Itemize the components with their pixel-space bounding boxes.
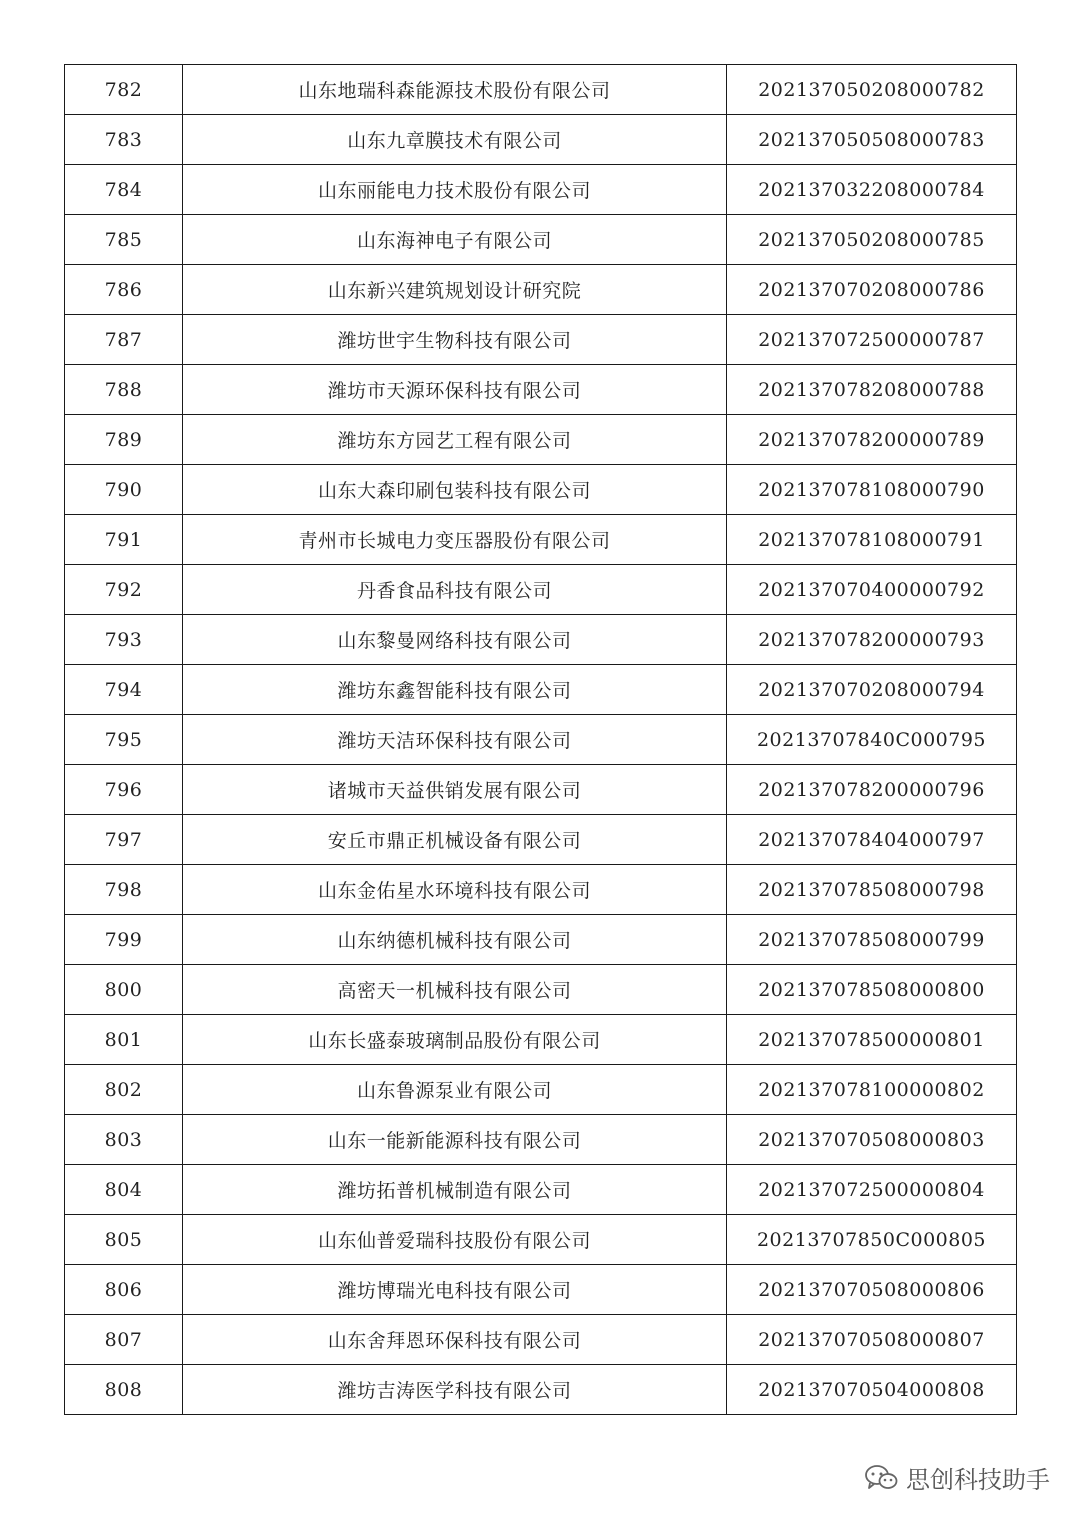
registration-code-cell: 202137078500000801 (727, 1015, 1017, 1065)
table-row (65, 365, 1017, 415)
company-list-table (64, 64, 1017, 1415)
company-name-cell: 安丘市鼎正机械设备有限公司 (183, 815, 727, 865)
registration-code-cell: 202137070208000794 (727, 665, 1017, 715)
company-name-cell: 诸城市天益供销发展有限公司 (183, 765, 727, 815)
company-name-cell: 潍坊拓普机械制造有限公司 (183, 1165, 727, 1215)
table-row (65, 115, 1017, 165)
registration-code-cell: 202137070400000792 (727, 565, 1017, 615)
row-number-cell: 798 (65, 865, 183, 915)
row-number-cell: 796 (65, 765, 183, 815)
table-row (65, 465, 1017, 515)
watermark (864, 1460, 1050, 1495)
company-name-cell: 丹香食品科技有限公司 (183, 565, 727, 615)
row-number-cell: 803 (65, 1115, 183, 1165)
row-number-cell: 789 (65, 415, 183, 465)
company-name-cell: 潍坊东鑫智能科技有限公司 (183, 665, 727, 715)
registration-code-cell: 202137078508000799 (727, 915, 1017, 965)
company-name-cell: 潍坊吉涛医学科技有限公司 (183, 1365, 727, 1415)
row-number-cell: 786 (65, 265, 183, 315)
company-name-cell: 山东海神电子有限公司 (183, 215, 727, 265)
row-number-cell: 800 (65, 965, 183, 1015)
company-name-cell: 山东大森印刷包装科技有限公司 (183, 465, 727, 515)
registration-code-cell: 20213707840C000795 (727, 715, 1017, 765)
row-number-cell: 806 (65, 1265, 183, 1315)
company-name-cell: 潍坊世宇生物科技有限公司 (183, 315, 727, 365)
row-number-cell: 799 (65, 915, 183, 965)
row-number-cell: 785 (65, 215, 183, 265)
table-row (65, 1365, 1017, 1415)
registration-code-cell: 202137078208000788 (727, 365, 1017, 415)
watermark-text: 思创科技助手 (906, 1466, 1050, 1494)
table-row (65, 165, 1017, 215)
table-row (65, 1215, 1017, 1265)
company-name-cell: 山东鲁源泵业有限公司 (183, 1065, 727, 1115)
company-name-cell: 潍坊天洁环保科技有限公司 (183, 715, 727, 765)
table-row (65, 865, 1017, 915)
company-name-cell: 潍坊东方园艺工程有限公司 (183, 415, 727, 465)
company-name-cell: 山东九章膜技术有限公司 (183, 115, 727, 165)
row-number-cell: 793 (65, 615, 183, 665)
registration-code-cell: 202137078108000790 (727, 465, 1017, 515)
company-name-cell: 高密天一机械科技有限公司 (183, 965, 727, 1015)
table-row (65, 615, 1017, 665)
company-name-cell: 潍坊市天源环保科技有限公司 (183, 365, 727, 415)
company-name-cell: 山东丽能电力技术股份有限公司 (183, 165, 727, 215)
company-name-cell: 山东仙普爱瑞科技股份有限公司 (183, 1215, 727, 1265)
company-name-cell: 青州市长城电力变压器股份有限公司 (183, 515, 727, 565)
registration-code-cell: 202137078200000793 (727, 615, 1017, 665)
row-number-cell: 797 (65, 815, 183, 865)
row-number-cell: 804 (65, 1165, 183, 1215)
table-row (65, 1015, 1017, 1065)
registration-code-cell: 20213707850C000805 (727, 1215, 1017, 1265)
table-row (65, 265, 1017, 315)
company-name-cell: 山东长盛泰玻璃制品股份有限公司 (183, 1015, 727, 1065)
company-name-cell: 潍坊博瑞光电科技有限公司 (183, 1265, 727, 1315)
row-number-cell: 790 (65, 465, 183, 515)
registration-code-cell: 202137050208000785 (727, 215, 1017, 265)
company-name-cell: 山东舍拜恩环保科技有限公司 (183, 1315, 727, 1365)
registration-code-cell: 202137078200000796 (727, 765, 1017, 815)
registration-code-cell: 202137070508000803 (727, 1115, 1017, 1165)
table-row (65, 965, 1017, 1015)
table-row (65, 915, 1017, 965)
row-number-cell: 787 (65, 315, 183, 365)
row-number-cell: 802 (65, 1065, 183, 1115)
table-row (65, 565, 1017, 615)
table-row (65, 65, 1017, 115)
company-name-cell: 山东一能新能源科技有限公司 (183, 1115, 727, 1165)
registration-code-cell: 202137050508000783 (727, 115, 1017, 165)
registration-code-cell: 202137078508000800 (727, 965, 1017, 1015)
registration-code-cell: 202137050208000782 (727, 65, 1017, 115)
row-number-cell: 794 (65, 665, 183, 715)
registration-code-cell: 202137078404000797 (727, 815, 1017, 865)
registration-code-cell: 202137070208000786 (727, 265, 1017, 315)
registration-code-cell: 202137072500000787 (727, 315, 1017, 365)
row-number-cell: 791 (65, 515, 183, 565)
company-name-cell: 山东金佑星水环境科技有限公司 (183, 865, 727, 915)
table-row (65, 415, 1017, 465)
row-number-cell: 808 (65, 1365, 183, 1415)
table-row (65, 665, 1017, 715)
company-name-cell: 山东地瑞科森能源技术股份有限公司 (183, 65, 727, 115)
table-row (65, 1315, 1017, 1365)
row-number-cell: 807 (65, 1315, 183, 1365)
row-number-cell: 783 (65, 115, 183, 165)
registration-code-cell: 202137070508000807 (727, 1315, 1017, 1365)
table-row (65, 765, 1017, 815)
company-name-cell: 山东黎曼网络科技有限公司 (183, 615, 727, 665)
row-number-cell: 782 (65, 65, 183, 115)
registration-code-cell: 202137078508000798 (727, 865, 1017, 915)
row-number-cell: 795 (65, 715, 183, 765)
row-number-cell: 784 (65, 165, 183, 215)
company-name-cell: 山东纳德机械科技有限公司 (183, 915, 727, 965)
table-row (65, 315, 1017, 365)
row-number-cell: 792 (65, 565, 183, 615)
row-number-cell: 801 (65, 1015, 183, 1065)
table-row (65, 715, 1017, 765)
company-name-cell: 山东新兴建筑规划设计研究院 (183, 265, 727, 315)
row-number-cell: 788 (65, 365, 183, 415)
table-row (65, 1265, 1017, 1315)
table-row (65, 815, 1017, 865)
table-body (65, 65, 1017, 1415)
registration-code-cell: 202137078200000789 (727, 415, 1017, 465)
registration-code-cell: 202137078100000802 (727, 1065, 1017, 1115)
table-row (65, 515, 1017, 565)
wechat-icon (864, 1464, 898, 1492)
registration-code-cell: 202137070504000808 (727, 1365, 1017, 1415)
registration-code-cell: 202137072500000804 (727, 1165, 1017, 1215)
registration-code-cell: 202137078108000791 (727, 515, 1017, 565)
row-number-cell: 805 (65, 1215, 183, 1265)
table-row (65, 215, 1017, 265)
table-row (65, 1115, 1017, 1165)
registration-code-cell: 202137070508000806 (727, 1265, 1017, 1315)
registration-code-cell: 202137032208000784 (727, 165, 1017, 215)
table-row (65, 1165, 1017, 1215)
table-row (65, 1065, 1017, 1115)
